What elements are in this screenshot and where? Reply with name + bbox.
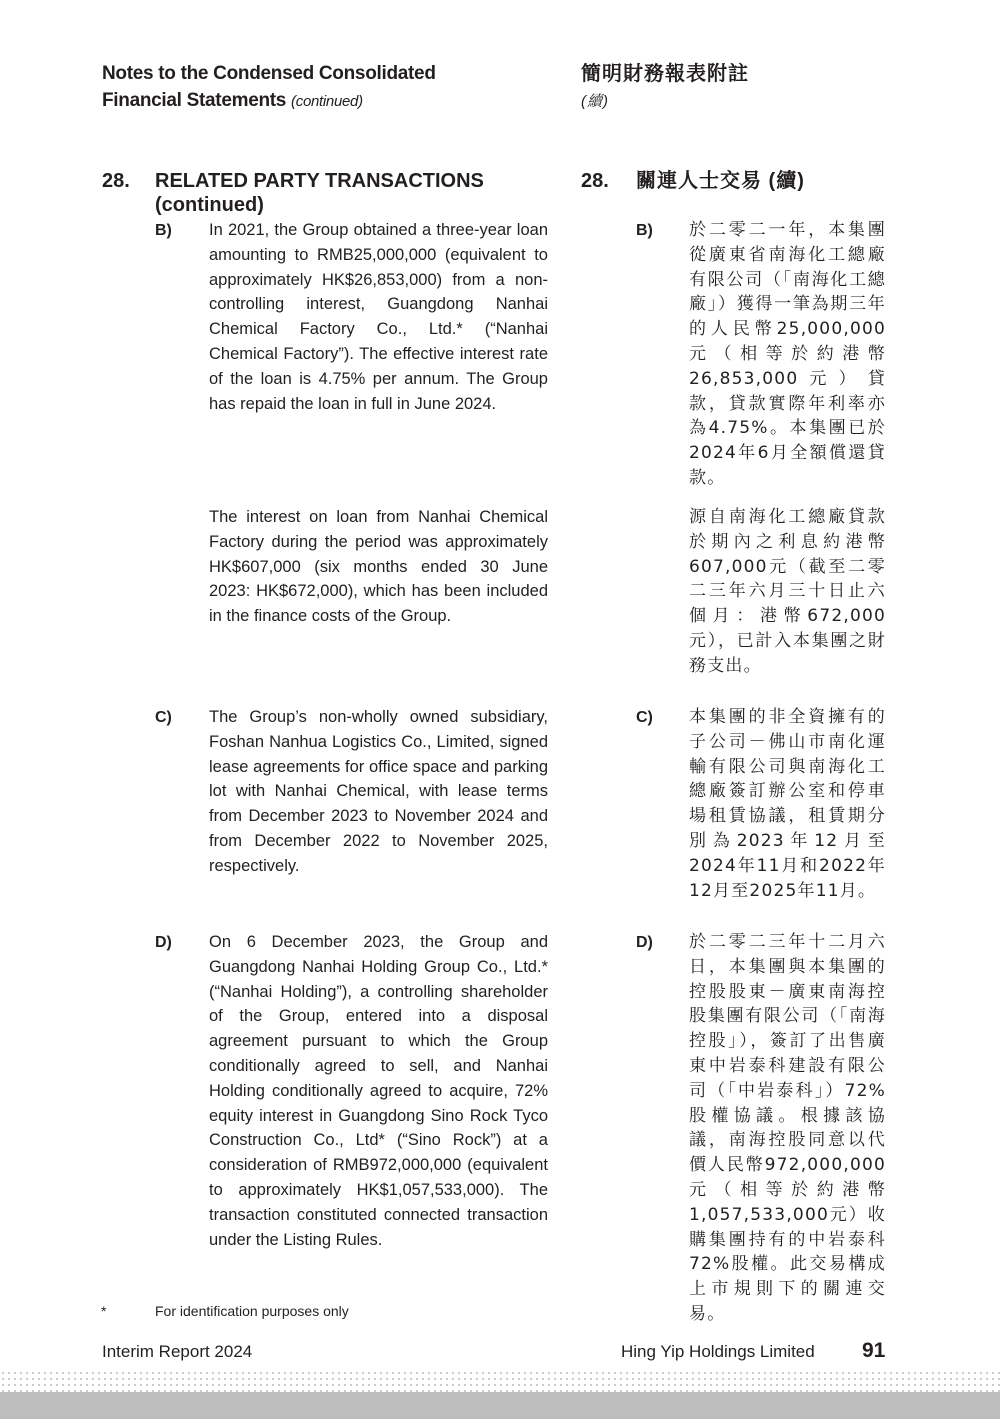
section-title-en-line2: (continued) xyxy=(155,194,264,216)
item-b-paragraph2-zh: 源自南海化工總廠貸款於期內之利息約港幣607,000元（截至二零二三年六月三十日止六個月：港幣672,000元），已計入本集團之財務支出。 xyxy=(689,507,886,676)
footnote-marker: * xyxy=(101,1303,107,1319)
item-b-paragraph2-en: The interest on loan from Nanhai Chemical Factory during the period was approximately HK$607,000 (six months ended 30 June 2023: HK$672,000), which has been included in the finance costs of the Group. xyxy=(209,508,548,626)
item-d-label-zh: D) xyxy=(636,934,653,951)
footer-dot-pattern xyxy=(0,1370,1000,1392)
header-continued: (continued) xyxy=(291,93,363,110)
section-title-en-line1: RELATED PARTY TRANSACTIONS xyxy=(155,170,484,192)
footer-grey-band xyxy=(0,1392,1000,1419)
section-number-zh: 28. xyxy=(581,170,609,192)
item-d-label-en: D) xyxy=(155,934,172,951)
footer-company-name: Hing Yip Holdings Limited xyxy=(621,1342,815,1361)
item-d-paragraph-en: On 6 December 2023, the Group and Guangdong Nanhai Holding Group Co., Ltd.* (“Nanhai Holding”), a controlling shareholder of the Group, entered into a disposal agreement pursuant to which the Group conditionally agreed to sell, and Nanhai Holding conditionally agreed to acquire, 72% equity interest in Guangdong Sino Rock Tyco Construction Co., Ltd* (“Sino Rock”) at a consideration of RMB972,000,000 (equivalent to approximately HK$1,057,533,000). The transaction constituted connected transaction under the Listing Rules. xyxy=(209,933,548,1249)
item-c-paragraph-en: The Group’s non-wholly owned subsidiary, Foshan Nanhua Logistics Co., Limited, signed lease agreements for office space and parking lot with Nanhai Chemical, with lease terms from December 2023 to November 2024 and from December 2022 to November 2025, respectively. xyxy=(209,708,548,875)
header-continued-zh: (續) xyxy=(581,93,609,110)
item-c-label-zh: C) xyxy=(636,709,653,726)
item-b-paragraph1-en: In 2021, the Group obtained a three-year loan amounting to RMB25,000,000 (equivalent to approximately HK$26,853,000) from a non-controlling interest, Guangdong Nanhai Chemical Factory Co., Ltd.* (“Nanhai Chemical Factory”). The effective interest rate of the loan is 4.75% per annum. The Group has repaid the loan in full in June 2024. xyxy=(209,221,548,413)
footnote-text: For identification purposes only xyxy=(155,1303,349,1319)
item-b-paragraph1-zh: 於二零二一年，本集團從廣東省南海化工總廠有限公司（「南海化工總廠」）獲得一筆為期三年的人民幣25,000,000元（相等於約港幣26,853,000元）貸款，貸款實際年利率亦為4.75%。本集團已於2024年6月全額償還貸款。 xyxy=(689,220,886,488)
item-b-label-en: B) xyxy=(155,222,172,239)
footer-report-name: Interim Report 2024 xyxy=(102,1342,253,1361)
section-title-en xyxy=(155,169,484,217)
header-title-zh: 簡明財務報表附註 xyxy=(581,63,749,85)
item-c-label-en: C) xyxy=(155,709,172,726)
header-english xyxy=(102,60,436,115)
section-title-zh: 關連人士交易 (續) xyxy=(636,170,805,192)
header-title-line2: Financial Statements (continued) xyxy=(102,90,363,111)
item-d-paragraph-zh: 於二零二三年十二月六日，本集團與本集團的控股股東－廣東南海控股集團有限公司（「南海控股」），簽訂了出售廣東中岩泰科建設有限公司（「中岩泰科」）72%股權協議。根據該協議，南海控股同意以代價人民幣972,000,000元（相等於約港幣1,057,533,000元）收購集團持有的中岩泰科72%股權。此交易構成上市規則下的關連交易。 xyxy=(689,932,886,1324)
section-number-en: 28. xyxy=(102,170,130,192)
item-b-label-zh: B) xyxy=(636,222,653,239)
header-title-line1: Notes to the Condensed Consolidated xyxy=(102,63,436,84)
header-chinese xyxy=(581,60,749,116)
item-c-paragraph-zh: 本集團的非全資擁有的子公司－佛山市南化運輸有限公司與南海化工總廠簽訂辦公室和停車場租賃協議，租賃期分別為2023年12月至2024年11月和2022年12月至2025年11月。 xyxy=(689,707,886,901)
page-number: 91 xyxy=(862,1339,886,1362)
